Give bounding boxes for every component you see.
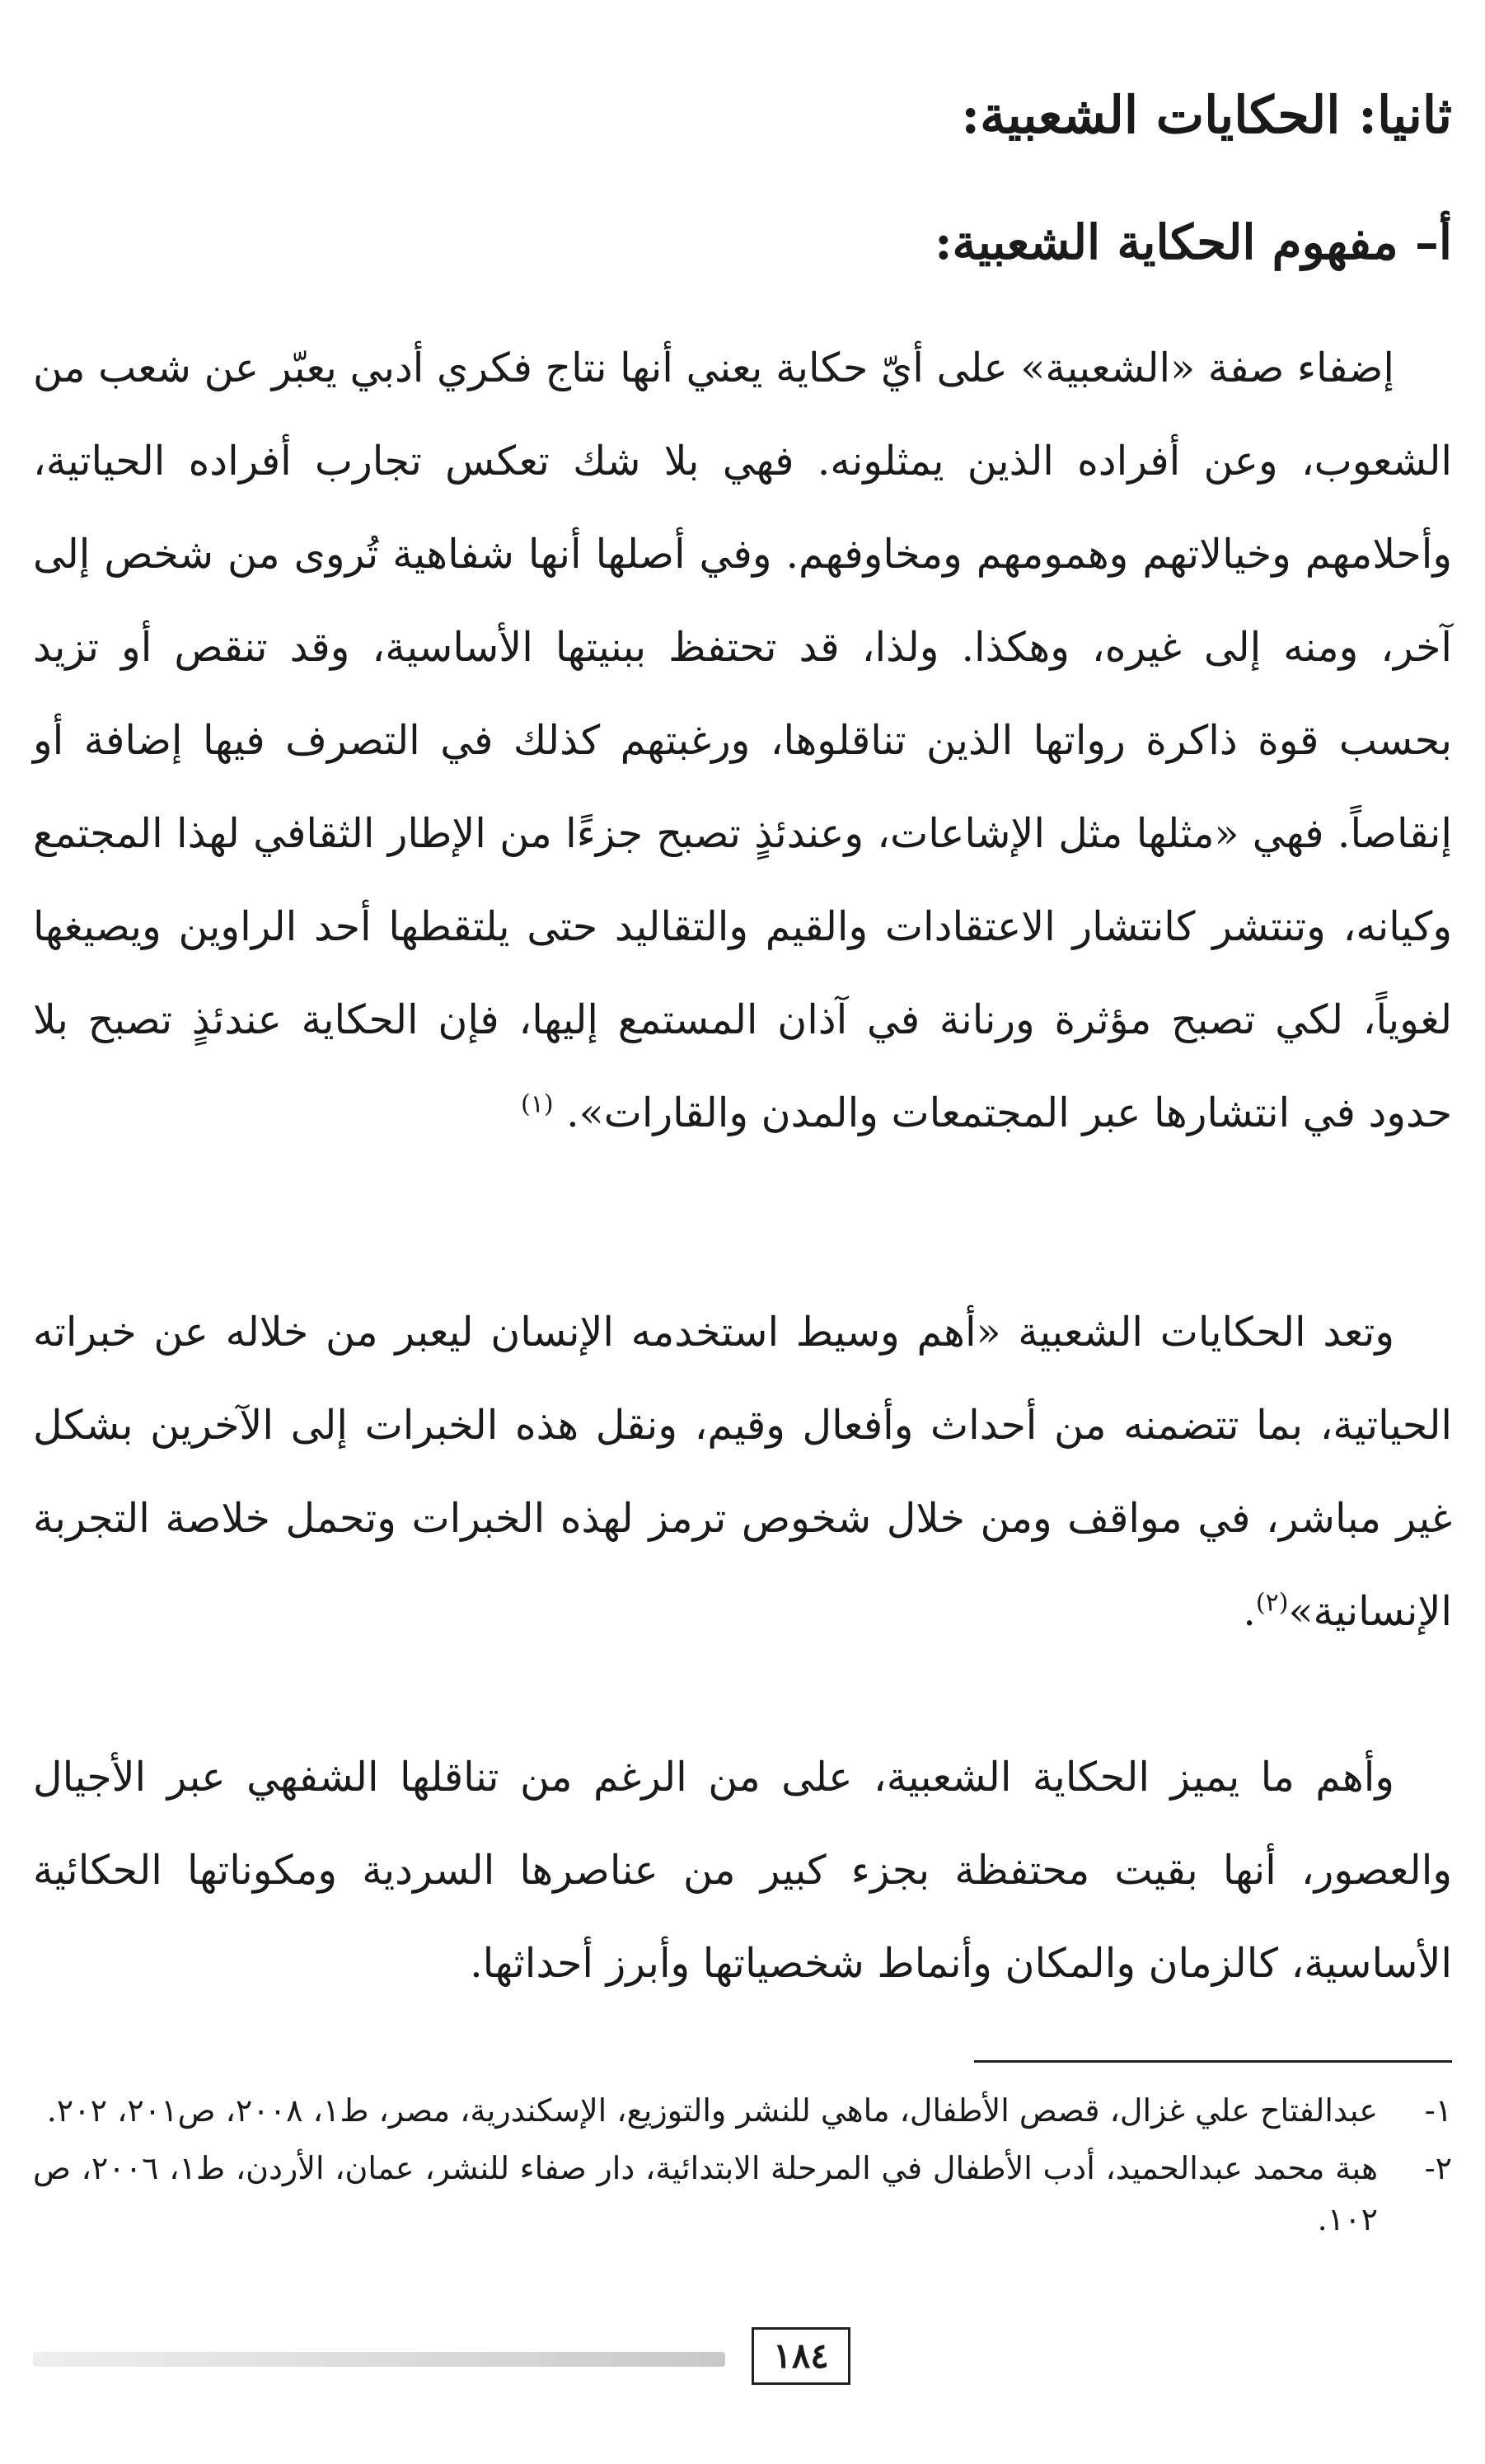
footnote-text: عبدالفتاح علي غزال، قصص الأطفال، ماهي للنشر والتوزيع، الإسكندرية، مصر، ط١، ٢٠٠٨، ص٢٠١، ٢٠٢. <box>46 2092 1378 2129</box>
paragraph-2 <box>33 1286 1452 1658</box>
book-page <box>33 49 1452 2464</box>
footnote-text: هبة محمد عبدالحميد، أدب الأطفال في المرحلة الابتدائية، دار صفاء للنشر، عمان، الأردن، ط١، ٢٠٠٦، ص ١٠٢. <box>33 2150 1378 2237</box>
paragraph-2-text: وتعد الحكايات الشعبية «أهم وسيط استخدمه الإنسان ليعبر من خلاله عن خبراته الحياتية، بما تتضمنه من أحداث وأفعال وقيم، ونقل هذه الخبرات إلى الآخرين بشكل غير مباشر، في مواقف ومن خلال شخوص ترمز لهذه الخبرات وتحمل خلاصة التجربة الإنسانية» <box>33 1309 1452 1635</box>
footnote-ref-1: (١) <box>521 1089 554 1119</box>
footnote-number: ١- <box>1424 2092 1452 2129</box>
paragraph-1-text: إضفاء صفة «الشعبية» على أيّ حكاية يعني أنها نتاج فكري أدبي يعبّر عن شعب من الشعوب، وعن أفراده الذين يمثلونه. فهي بلا شك تعكس تجارب أفراده الحياتية، وأحلامهم وخيالاتهم وهمومهم ومخاوفهم. وفي أصلها أنها شفاهية تُروى من شخص إلى آخر، ومنه إلى غيره، وهكذا. ولذا، قد تحتفظ ببنيتها الأساسية، وقد تنقص أو تزيد بحسب قوة ذاكرة رواتها الذين تناقلوها، ورغبتهم كذلك في التصرف فيها إضافة أو إنقاصاً. فهي «مثلها مثل الإشاعات، وعندئذٍ تصبح جزءًا من الإطار الثقافي لهذا المجتمع وكيانه، وتنتشر كانتشار الاعتقادات والقيم والتقاليد حتى يلتقطها أحد الراوين ويصيغها لغوياً، لكي تصبح مؤثرة ورنانة في آذان المستمع إليها، فإن الحكاية عندئذٍ تصبح بلا حدود في انتشارها عبر المجتمعات والمدن والقارات». <box>33 344 1452 1136</box>
subsection-heading: أ– مفهوم الحكاية الشعبية: <box>935 214 1452 270</box>
paragraph-1 <box>33 321 1452 1159</box>
section-heading: ثانيا: الحكايات الشعبية: <box>961 85 1452 145</box>
page-footer <box>33 2327 1452 2393</box>
page-number: ١٨٤ <box>752 2327 850 2385</box>
paragraph-3: وأهم ما يميز الحكاية الشعبية، على من الرغم من تناقلها الشفهي عبر الأجيال والعصور، أنها بقيت محتفظة بجزء كبير من عناصرها السردية ومكوناتها الحكائية الأساسية، كالزمان والمكان وأنماط شخصياتها وأبرز أحداثها. <box>33 1754 1452 1987</box>
footnote-item <box>33 2143 1452 2245</box>
footnotes-list <box>33 2085 1452 2251</box>
footnote-ref-2: (٢) <box>1255 1588 1289 1618</box>
footer-decorative-bar <box>33 2352 725 2367</box>
footnote-item <box>33 2085 1452 2136</box>
paragraph-2-end: . <box>1243 1588 1256 1635</box>
footnote-number: ٢- <box>1424 2150 1452 2186</box>
footnote-divider <box>974 2060 1452 2063</box>
